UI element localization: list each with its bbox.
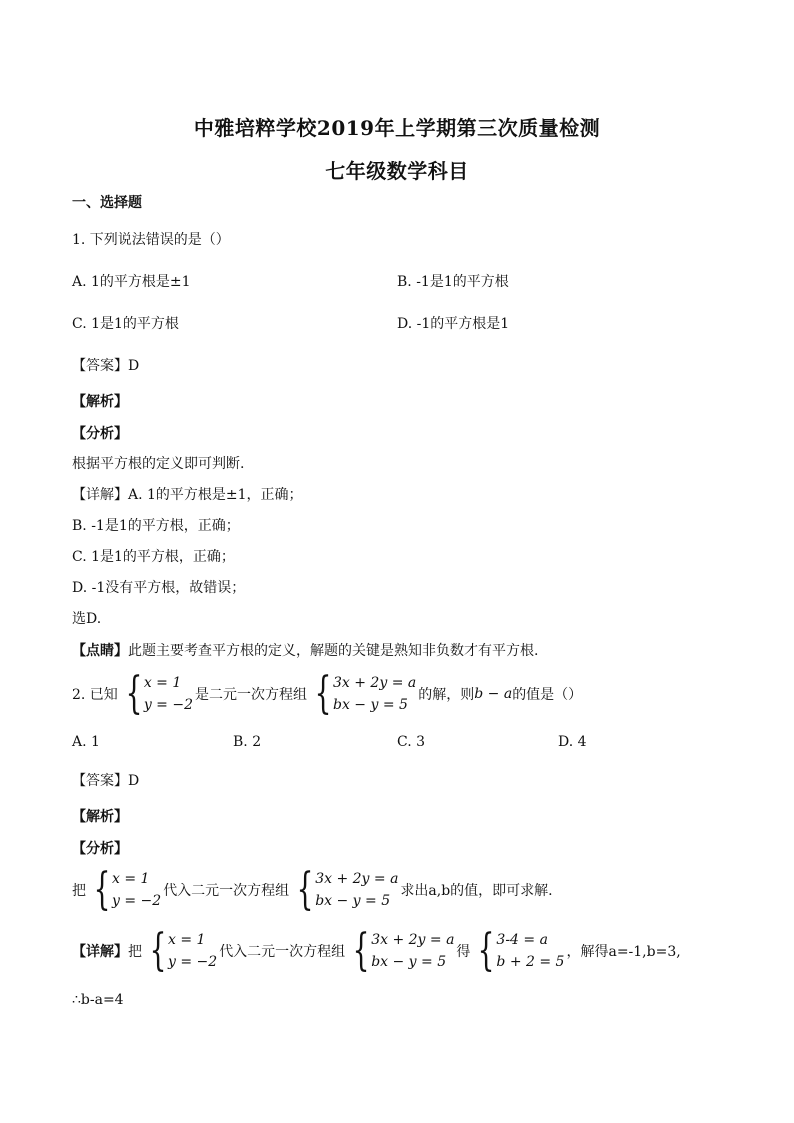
document-title: 中雅培粹学校2019年上学期第三次质量检测	[193, 116, 601, 140]
q2-detail-tag: 【详解】	[72, 944, 128, 960]
q2-fenxi-sys-b-eq2: bx − y = 5	[315, 893, 391, 909]
q2-detail-end: ，解得a=-1,b=3,	[566, 944, 681, 960]
q2-fenxi-tag: 【分析】	[72, 841, 128, 857]
q2-system-solution	[120, 668, 193, 719]
document-subtitle: 七年级数学科目	[325, 159, 469, 183]
q2-detail	[72, 925, 681, 976]
left-brace-icon: {	[296, 864, 314, 915]
q1-option-b: B. -1是1的平方根	[397, 274, 509, 290]
section-heading: 一、选择题	[72, 195, 142, 211]
q1-detail: 【详解】A. 1的平方根是±1，正确；	[72, 487, 303, 503]
left-brace-icon: {	[149, 925, 167, 976]
q1-choice: 选D.	[72, 611, 102, 627]
q2-option-a: A. 1	[72, 734, 100, 750]
q1-fenxi: 根据平方根的定义即可判断.	[72, 456, 245, 472]
q1-option-a: A. 1的平方根是±1	[72, 274, 191, 290]
q1-option-d: D. -1的平方根是1	[397, 316, 510, 332]
q2-fenxi-mid: 代入二元一次方程组	[163, 883, 290, 899]
q2-fenxi-system-equations	[291, 864, 399, 915]
q2-fenxi-end: 求出a,b的值，即可求解.	[400, 883, 553, 899]
q2-conclusion: ∴b-a=4	[72, 992, 124, 1008]
q1-option-c: C. 1是1的平方根	[72, 316, 179, 332]
q1-comment-tag: 【点睛】	[72, 643, 128, 659]
q2-analysis-tag: 【解析】	[72, 809, 128, 825]
q2-detail-sys-a-eq2: y = −2	[168, 954, 218, 970]
left-brace-icon: {	[352, 925, 370, 976]
left-brace-icon: {	[93, 864, 111, 915]
q2-end-text-1: 的解，则	[418, 687, 475, 703]
q2-fenxi-sys-a-eq1: x = 1	[112, 871, 150, 887]
left-brace-icon: {	[478, 925, 495, 976]
q1-fenxi-tag: 【分析】	[72, 426, 128, 442]
q2-expression: b − a	[474, 686, 513, 702]
q2-detail-sys-c-eq1: 3-4 = a	[496, 932, 548, 948]
left-brace-icon: {	[314, 668, 332, 719]
q2-stem	[72, 668, 583, 719]
q2-option-d: D. 4	[558, 734, 587, 750]
q2-detail-sys-b-eq1: 3x + 2y = a	[371, 932, 455, 948]
q2-fenxi	[72, 864, 553, 915]
q2-option-b: B. 2	[233, 734, 262, 750]
q1-detail-b: B. -1是1的平方根，正确；	[72, 518, 240, 534]
q2-sys-a-eq2: y = −2	[143, 697, 193, 713]
q2-fenxi-system-solution	[88, 864, 162, 915]
q2-detail-de: 得	[456, 944, 471, 960]
q2-answer: 【答案】D	[72, 773, 140, 789]
q1-comment-text: 此题主要考查平方根的定义，解题的关键是熟知非负数才有平方根.	[128, 643, 539, 659]
q2-end-text-2: 的值是（）	[512, 687, 583, 703]
q2-sys-b-eq1: 3x + 2y = a	[333, 675, 417, 691]
q2-detail-sys-b-eq2: bx − y = 5	[371, 954, 447, 970]
q2-detail-sys-a-eq1: x = 1	[168, 932, 206, 948]
q2-detail-system-equations	[347, 925, 455, 976]
q1-analysis-tag: 【解析】	[72, 394, 128, 410]
q2-option-c: C. 3	[397, 734, 426, 750]
q1-stem: 1. 下列说法错误的是（）	[72, 232, 230, 248]
q2-fenxi-sys-b-eq1: 3x + 2y = a	[315, 871, 399, 887]
q2-detail-sys-c-eq2: b + 2 = 5	[496, 954, 565, 970]
q2-sys-b-eq2: bx − y = 5	[333, 697, 408, 713]
q2-system-equations	[309, 668, 417, 719]
q2-fenxi-pre: 把	[72, 883, 86, 899]
q2-detail-system-solution	[144, 925, 218, 976]
q2-number: 2. 已知	[72, 687, 118, 703]
q1-answer: 【答案】D	[72, 358, 140, 374]
q1-detail-d: D. -1没有平方根，故错误；	[72, 580, 246, 596]
q2-sys-a-eq1: x = 1	[143, 675, 182, 691]
q1-detail-c: C. 1是1的平方根，正确；	[72, 549, 235, 565]
q2-detail-system-substituted	[472, 925, 565, 976]
q2-fenxi-sys-a-eq2: y = −2	[112, 893, 162, 909]
q1-comment	[72, 640, 538, 660]
q2-mid-text: 是二元一次方程组	[195, 687, 307, 703]
q2-detail-mid: 代入二元一次方程组	[219, 944, 346, 960]
left-brace-icon: {	[125, 668, 143, 719]
q2-detail-pre: 把	[128, 944, 142, 960]
